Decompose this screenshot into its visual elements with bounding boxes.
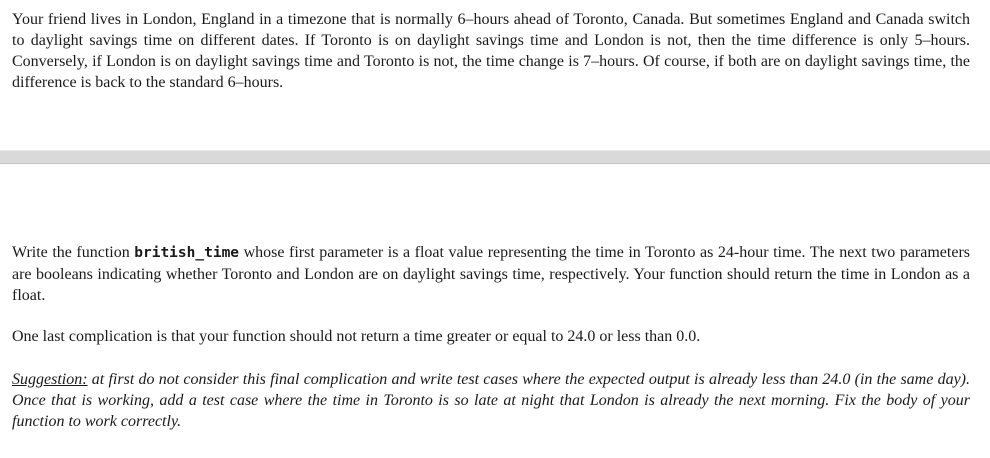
suggestion-paragraph [12,369,970,432]
task-paragraph [12,242,970,306]
task-text-after: whose first parameter is a float value representing the time in Toronto as 24-hour time. The next two parameters are booleans indicating whether Toronto and London are on daylight savings time, respectively. Your function should return the time in London as a float. [12,244,970,304]
function-name-code: british_time [134,245,240,261]
suggestion-text: at first do not consider this final complication and write test cases where the expected output is already less than 24.0 (in the same day). Once that is working, add a test case where the time in Toronto is so late at night that London is already the next morning. Fix the body of your function to work correctly. [12,371,970,430]
section-divider [0,150,990,164]
constraint-text: One last complication is that your function should not return a time greater or equal to 24.0 or less than 0.0. [12,328,701,345]
suggestion-label: Suggestion: [12,371,88,388]
task-text-before: Write the function [12,244,135,261]
constraint-paragraph [12,326,970,347]
intro-paragraph [12,9,970,93]
intro-text: Your friend lives in London, England in a timezone that is normally 6–hours ahead of Toronto, Canada. But sometimes England and Canada switch to daylight savings time on different dates. If Toronto is on daylight savings time and London is not, then the time difference is only 5–hours. Conversely, if London is on daylight savings time and Toronto is not, the time change is 7–hours. Of course, if both are on daylight savings time, the difference is back to the standard 6–hours. [12,11,970,91]
